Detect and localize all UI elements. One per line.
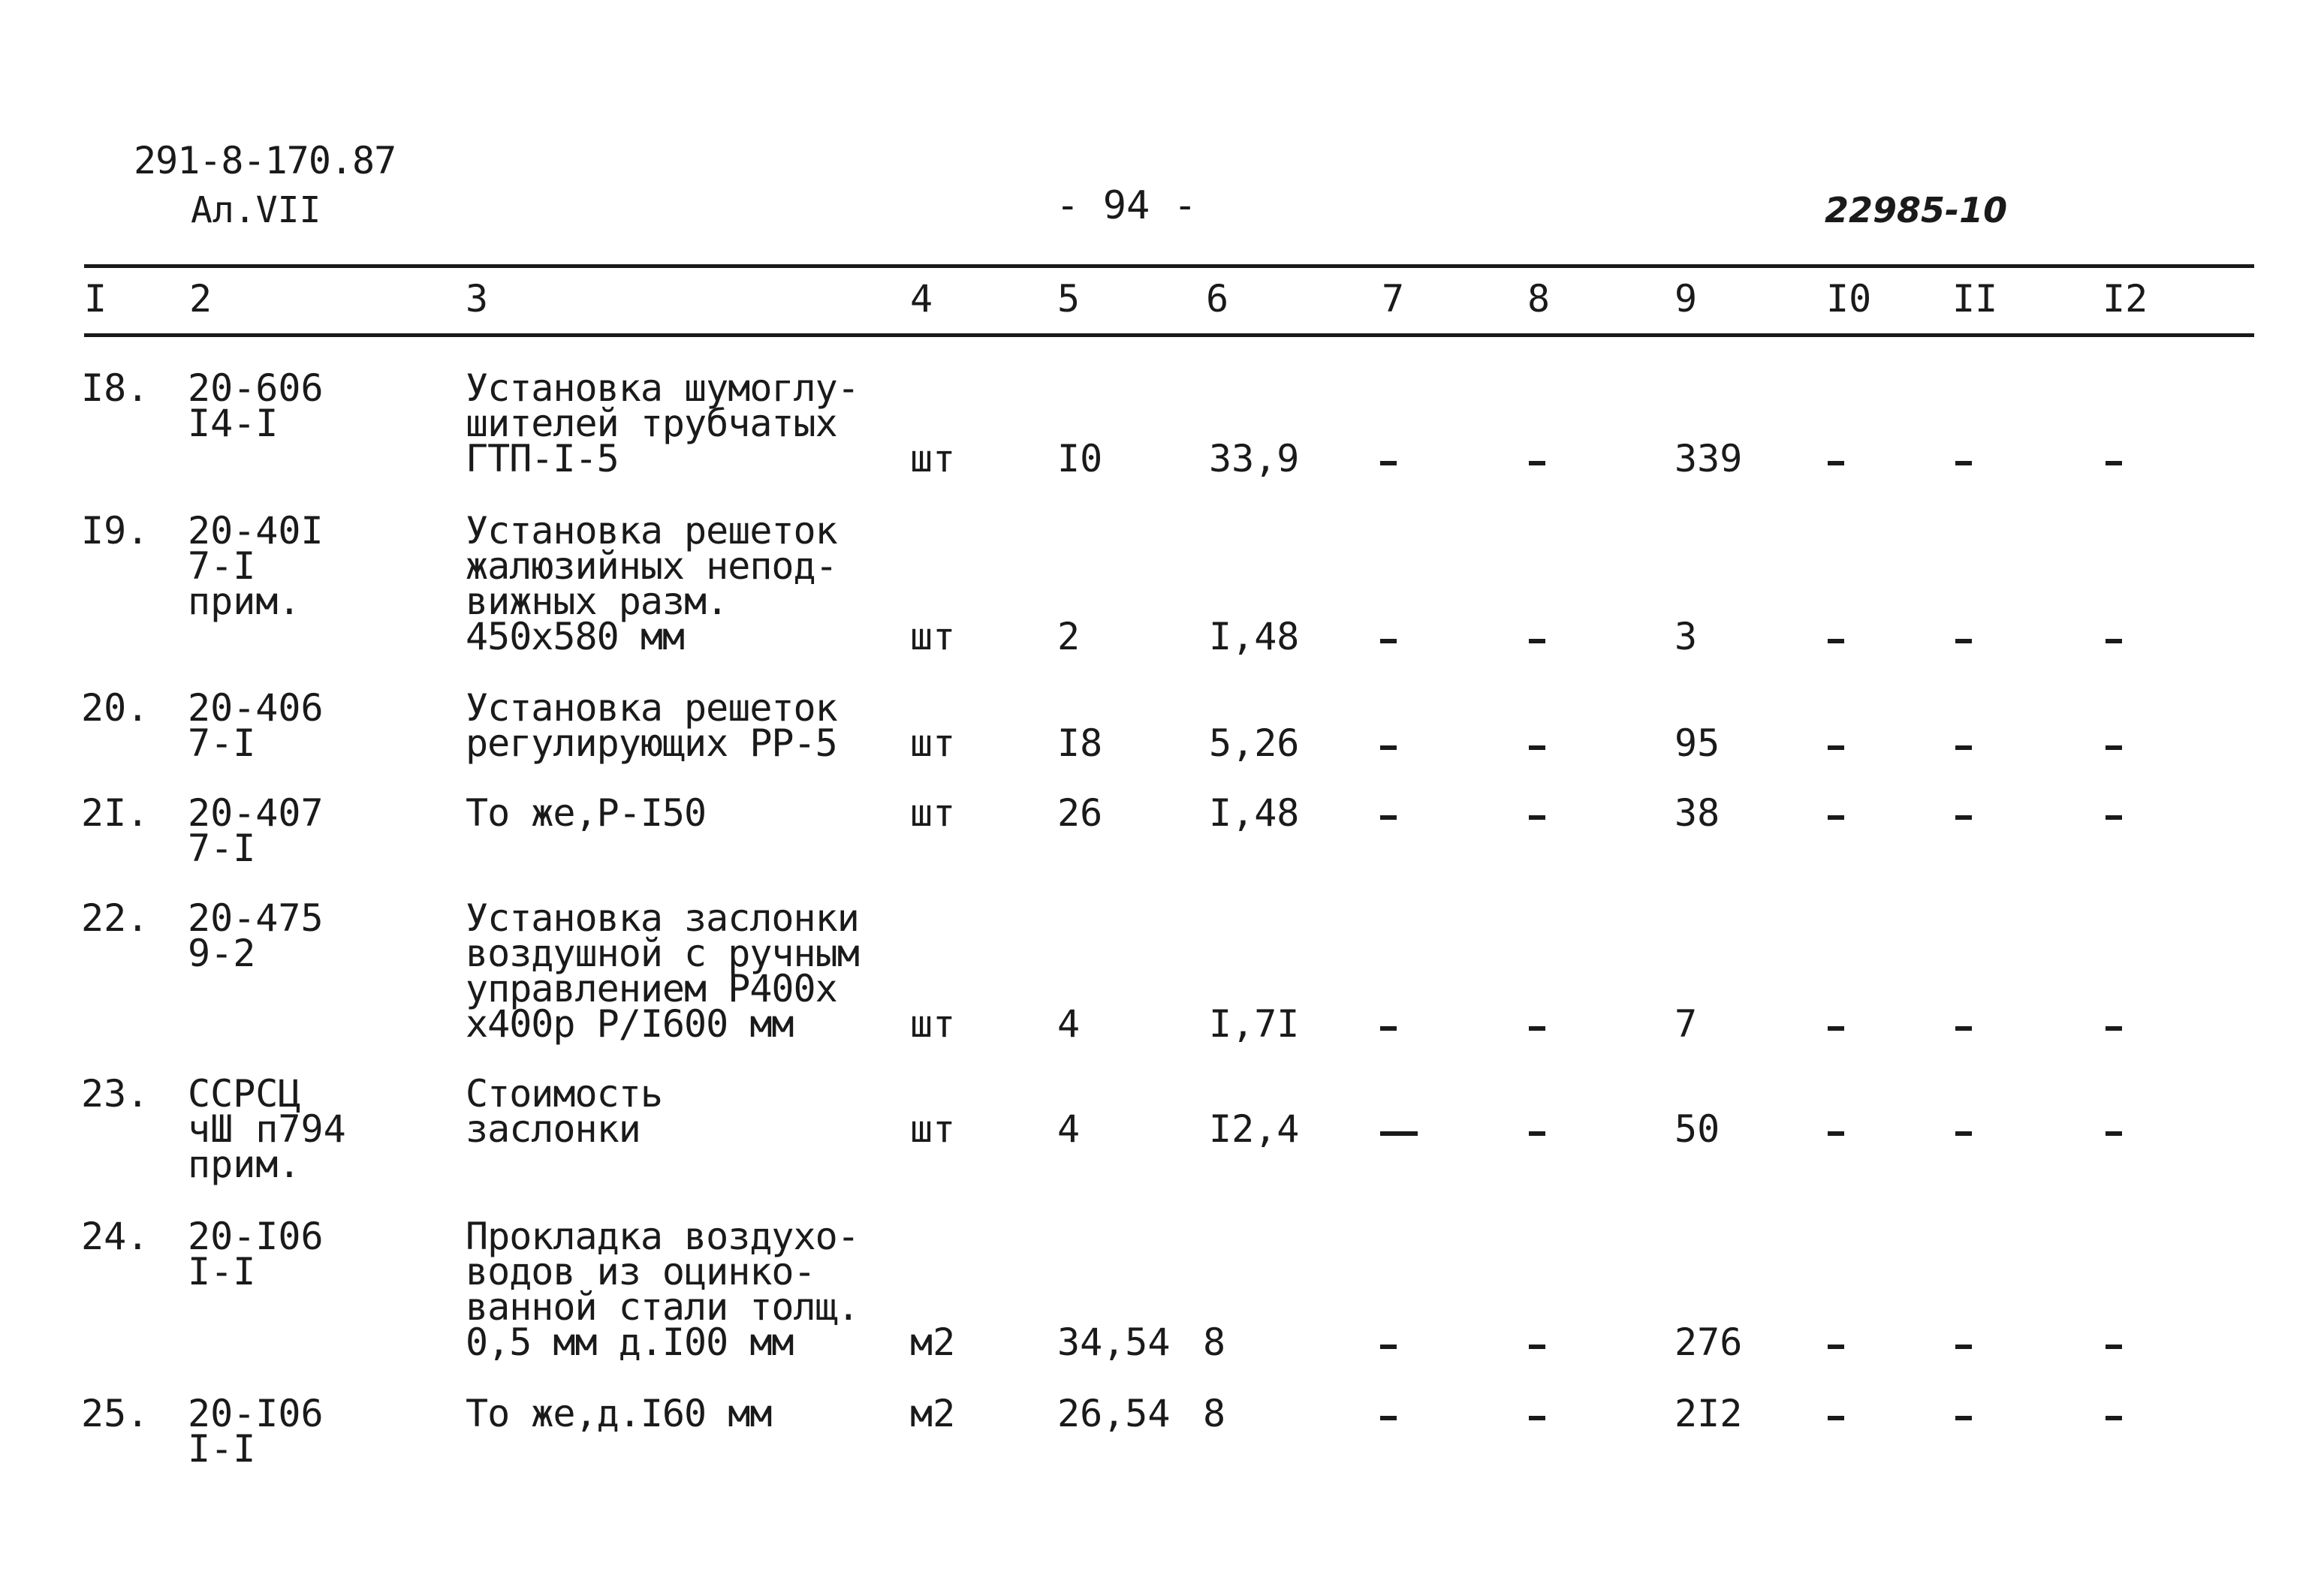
row-quantity: 2 [1057,615,1081,658]
row-code-line: 20-406 [188,686,324,730]
row-number: 24. [81,1215,149,1258]
empty-cell-dash [1828,639,1844,643]
empty-cell-dash [2106,815,2122,820]
row-price: 5,26 [1209,721,1300,765]
row-code-line: 7-I [188,544,256,588]
column-header-7: 7 [1382,277,1405,321]
empty-cell-dash [1828,815,1844,820]
row-unit: шт [910,1107,956,1151]
row-quantity: 4 [1057,1107,1081,1151]
row-unit: м2 [910,1320,956,1364]
row-code-line: I4-I [188,402,279,445]
row-description-line: 450х580 мм [466,615,685,658]
empty-cell-dash [1380,745,1397,750]
row-code-line: 7-I [188,721,256,765]
row-description-line: Установка решеток [466,509,837,553]
row-code-line: 20-I06 [188,1215,324,1258]
row-code-line: I-I [188,1427,256,1471]
row-description-line: Стоимость [466,1072,662,1116]
row-unit: шт [910,1002,956,1046]
empty-cell-dash [1828,461,1844,465]
empty-cell-dash [1380,1345,1397,1349]
row-code-line: 20-407 [188,791,324,835]
column-header-5: 5 [1057,277,1081,321]
row-description-line: Установка заслонки [466,896,859,940]
row-quantity: 4 [1057,1002,1081,1046]
row-description-line: Установка шумоглу- [466,366,859,410]
row-total: 50 [1674,1107,1720,1151]
row-quantity: I0 [1057,437,1103,480]
row-code-line: 9-2 [188,932,256,975]
column-header-8: 8 [1527,277,1551,321]
row-quantity: I8 [1057,721,1103,765]
empty-cell-dash [2106,1345,2122,1349]
row-unit: шт [910,721,956,765]
empty-cell-dash [1529,745,1545,750]
empty-cell-dash [2106,1131,2122,1136]
row-price: 8 [1203,1392,1226,1435]
row-price: I,48 [1209,615,1300,658]
empty-cell-dash [1380,815,1397,820]
row-description-line: заслонки [466,1107,641,1151]
row-quantity: 26,54 [1057,1392,1171,1435]
row-description-line: жалюзийных непод- [466,544,837,588]
empty-cell-dash [1828,1416,1844,1420]
row-number: 20. [81,686,149,730]
empty-cell-dash [1529,461,1545,465]
row-code-line: 20-606 [188,366,324,410]
document-code: 291-8-170.87 [134,139,396,182]
column-header-2: 2 [189,277,213,321]
row-price: I,48 [1209,791,1300,835]
column-header-6: 6 [1206,277,1229,321]
empty-cell-dash [2106,1026,2122,1031]
row-price: I,7I [1209,1002,1300,1046]
empty-cell-dash [1529,1416,1545,1420]
row-code-line: 7-I [188,827,256,870]
empty-cell-dash [1529,815,1545,820]
empty-cell-dash [2106,639,2122,643]
row-description-line: Установка решеток [466,686,837,730]
row-description-line: вижных разм. [466,580,728,623]
empty-cell-dash [1380,1026,1397,1031]
row-description-line: х400р Р/I600 мм [466,1002,794,1046]
row-code-line: чШ п794 [188,1107,346,1151]
row-price: 33,9 [1209,437,1300,480]
row-number: 25. [81,1392,149,1435]
row-price: 8 [1203,1320,1226,1364]
row-code-line: прим. [188,1143,301,1186]
row-description-line: То же,Р-I50 [466,791,707,835]
empty-cell-dash [1828,745,1844,750]
row-unit: шт [910,615,956,658]
row-total: 2I2 [1674,1392,1743,1435]
row-quantity: 34,54 [1057,1320,1171,1364]
row-unit: шт [910,791,956,835]
empty-cell-dash [2106,745,2122,750]
row-number: I8. [81,366,149,410]
row-description-line: водов из оцинко- [466,1250,815,1293]
row-price: I2,4 [1209,1107,1300,1151]
empty-cell-dash [1529,1026,1545,1031]
empty-cell-dash [1380,639,1397,643]
empty-cell-dash [2106,1416,2122,1420]
empty-cell-dash [1529,1345,1545,1349]
empty-cell-dash [1380,1416,1397,1420]
row-code-line: 20-40I [188,509,324,553]
row-total: 95 [1674,721,1720,765]
column-header-3: 3 [466,277,489,321]
row-unit: шт [910,437,956,480]
row-description-line: управлением Р400х [466,967,837,1010]
row-number: 23. [81,1072,149,1116]
empty-cell-dash [1955,1416,1972,1420]
empty-cell-dash [1529,639,1545,643]
empty-cell-dash [1955,461,1972,465]
row-total: 7 [1674,1002,1698,1046]
empty-cell-dash [1955,745,1972,750]
document-number: 22985-10 [1825,190,2008,230]
row-description-line: регулирующих РР-5 [466,721,837,765]
row-description-line: Прокладка воздухо- [466,1215,859,1258]
column-header-9: 9 [1674,277,1698,321]
row-quantity: 26 [1057,791,1103,835]
row-description-line: 0,5 мм д.I00 мм [466,1320,794,1364]
row-description-line: То же,д.I60 мм [466,1392,772,1435]
row-code-line: I-I [188,1250,256,1293]
table-header-rule [84,333,2254,337]
column-header-11: II [1952,277,1998,321]
empty-cell-dash [1828,1345,1844,1349]
row-unit: м2 [910,1392,956,1435]
column-header-4: 4 [910,277,933,321]
empty-cell-dash [1380,1131,1418,1136]
row-number: 2I. [81,791,149,835]
empty-cell-dash [1955,1345,1972,1349]
empty-cell-dash [1955,815,1972,820]
empty-cell-dash [1955,1026,1972,1031]
empty-cell-dash [1955,1131,1972,1136]
empty-cell-dash [1828,1026,1844,1031]
table-top-rule [84,264,2254,268]
row-number: 22. [81,896,149,940]
column-header-12: I2 [2103,277,2148,321]
empty-cell-dash [2106,461,2122,465]
row-total: 3 [1674,615,1698,658]
row-code-line: прим. [188,580,301,623]
column-header-10: I0 [1826,277,1872,321]
row-number: I9. [81,509,149,553]
row-code-line: 20-I06 [188,1392,324,1435]
empty-cell-dash [1955,639,1972,643]
row-description-line: воздушной с ручным [466,932,859,975]
row-description-line: ванной стали толщ. [466,1285,859,1329]
empty-cell-dash [1380,461,1397,465]
empty-cell-dash [1529,1131,1545,1136]
empty-cell-dash [1828,1131,1844,1136]
album-label: Ал.VII [191,189,321,231]
row-total: 339 [1674,437,1743,480]
row-code-line: 20-475 [188,896,324,940]
row-total: 38 [1674,791,1720,835]
column-header-1: I [84,277,107,321]
row-total: 276 [1674,1320,1743,1364]
row-description-line: ГТП-I-5 [466,437,619,480]
page-number: - 94 - [1056,183,1197,228]
row-code-line: ССРСЦ [188,1072,301,1116]
row-description-line: шителей трубчатых [466,402,837,445]
